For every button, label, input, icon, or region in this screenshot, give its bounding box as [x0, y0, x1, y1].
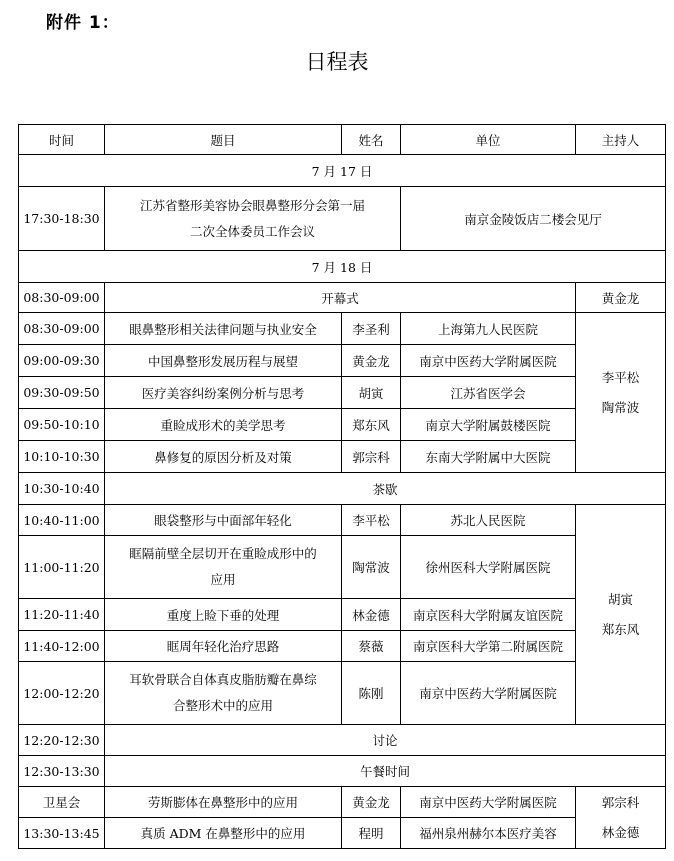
- row-time: 12:00-12:20: [19, 662, 105, 725]
- row-name: 蔡薇: [342, 631, 401, 662]
- annex-label: 附件 1：: [46, 13, 120, 33]
- row-time: 09:00-09:30: [19, 345, 105, 377]
- row-host: 黄金龙: [576, 283, 666, 313]
- row-time: 12:20-12:30: [19, 725, 105, 756]
- header-topic: 题目: [105, 125, 342, 155]
- row-name: 林金德: [342, 599, 401, 631]
- row-topic: 眼鼻整形相关法律问题与执业安全: [105, 313, 342, 345]
- break-label: 午餐时间: [105, 756, 666, 787]
- row-topic: [105, 536, 342, 599]
- break-label: 茶歇: [105, 473, 666, 505]
- table-row: [19, 377, 666, 409]
- row-topic: 鼻修复的原因分析及对策: [105, 441, 342, 473]
- row-topic: 医疗美容纠纷案例分析与思考: [105, 377, 342, 409]
- date-label: 7 月 18 日: [19, 251, 666, 283]
- row-unit: 南京中医药大学附属医院: [401, 787, 576, 818]
- header-unit: 单位: [401, 125, 576, 155]
- row-unit: 南京医科大学附属友谊医院: [401, 599, 576, 631]
- table-row: [19, 409, 666, 441]
- block-host: [576, 505, 666, 725]
- meeting-topic: [105, 187, 401, 251]
- row-name: 黄金龙: [342, 787, 401, 818]
- row-name: 陶常波: [342, 536, 401, 599]
- table-row: [19, 787, 666, 818]
- row-name: 李圣利: [342, 313, 401, 345]
- header-name: 姓名: [342, 125, 401, 155]
- break-row: [19, 473, 666, 505]
- row-name: 郑东风: [342, 409, 401, 441]
- topic-line: 应用: [210, 572, 236, 587]
- row-unit: 江苏省医学会: [401, 377, 576, 409]
- row-time: 09:30-09:50: [19, 377, 105, 409]
- host-line: 郑东风: [601, 621, 640, 637]
- break-row: [19, 725, 666, 756]
- break-label: 讨论: [105, 725, 666, 756]
- topic-line: 眶隔前壁全层切开在重睑成形中的: [129, 546, 317, 561]
- header-host: 主持人: [576, 125, 666, 155]
- topic-line: 耳软骨联合自体真皮脂肪瓣在鼻综: [129, 672, 317, 687]
- table-row: [19, 599, 666, 631]
- block-host: [576, 787, 666, 849]
- row-time: 10:40-11:00: [19, 505, 105, 536]
- table-row: [19, 631, 666, 662]
- table-row: [19, 313, 666, 345]
- date-row: [19, 251, 666, 283]
- date-row: [19, 155, 666, 187]
- table-row: [19, 536, 666, 599]
- host-line: 陶常波: [601, 399, 640, 415]
- row-time: 13:30-13:45: [19, 818, 105, 849]
- opening-row: [19, 283, 666, 313]
- row-unit: 南京中医药大学附属医院: [401, 345, 576, 377]
- page-title: 日程表: [305, 50, 369, 74]
- row-unit: 南京医科大学第二附属医院: [401, 631, 576, 662]
- table-row: [19, 818, 666, 849]
- row-time: 10:30-10:40: [19, 473, 105, 505]
- row-name: 陈刚: [342, 662, 401, 725]
- meeting-topic-line: 江苏省整形美容协会眼鼻整形分会第一届: [139, 197, 365, 213]
- row-unit: 徐州医科大学附属医院: [401, 536, 576, 599]
- table-row: [19, 662, 666, 725]
- break-row: [19, 756, 666, 787]
- row-topic: 眶周年轻化治疗思路: [105, 631, 342, 662]
- row-topic: 重睑成形术的美学思考: [105, 409, 342, 441]
- block-host: [576, 313, 666, 473]
- row-time: 11:00-11:20: [19, 536, 105, 599]
- row-unit: 南京中医药大学附属医院: [401, 662, 576, 725]
- row-name: 黄金龙: [342, 345, 401, 377]
- row-time: 08:30-09:00: [19, 313, 105, 345]
- header-row: [19, 125, 666, 155]
- row-topic: 眼袋整形与中面部年轻化: [105, 505, 342, 536]
- row-unit: 福州泉州赫尔本医疗美容: [401, 818, 576, 849]
- host-line: 林金德: [601, 824, 640, 840]
- table-row: [19, 345, 666, 377]
- table-row: [19, 441, 666, 473]
- row-unit: 东南大学附属中大医院: [401, 441, 576, 473]
- row-time: 09:50-10:10: [19, 409, 105, 441]
- schedule-table: [18, 124, 666, 849]
- meeting-time: 17:30-18:30: [19, 187, 105, 251]
- row-name: 胡寅: [342, 377, 401, 409]
- row-topic: 劳斯膨体在鼻整形中的应用: [105, 787, 342, 818]
- row-topic: 中国鼻整形发展历程与展望: [105, 345, 342, 377]
- row-name: 程明: [342, 818, 401, 849]
- row-time: 08:30-09:00: [19, 283, 105, 313]
- host-line: 郭宗科: [601, 794, 640, 810]
- row-topic: [105, 662, 342, 725]
- row-unit: 南京大学附属鼓楼医院: [401, 409, 576, 441]
- meeting-unit: 南京金陵饭店二楼会见厅: [401, 187, 666, 251]
- row-time: 10:10-10:30: [19, 441, 105, 473]
- host-line: 李平松: [601, 369, 640, 385]
- row-topic: 真质 ADM 在鼻整形中的应用: [105, 818, 342, 849]
- row-unit: 苏北人民医院: [401, 505, 576, 536]
- row-time: 12:30-13:30: [19, 756, 105, 787]
- table-row: [19, 505, 666, 536]
- row-topic: 重度上睑下垂的处理: [105, 599, 342, 631]
- host-line: 胡寅: [607, 591, 633, 607]
- topic-line: 合整形术中的应用: [172, 698, 273, 713]
- header-time: 时间: [19, 125, 105, 155]
- row-time: 11:20-11:40: [19, 599, 105, 631]
- meeting-row: [19, 187, 666, 251]
- meeting-topic-line: 二次全体委员工作会议: [189, 223, 315, 239]
- date-label: 7 月 17 日: [19, 155, 666, 187]
- row-unit: 上海第九人民医院: [401, 313, 576, 345]
- opening-label: 开幕式: [105, 283, 576, 313]
- row-name: 李平松: [342, 505, 401, 536]
- row-time: 卫星会: [19, 787, 105, 818]
- row-time: 11:40-12:00: [19, 631, 105, 662]
- row-name: 郭宗科: [342, 441, 401, 473]
